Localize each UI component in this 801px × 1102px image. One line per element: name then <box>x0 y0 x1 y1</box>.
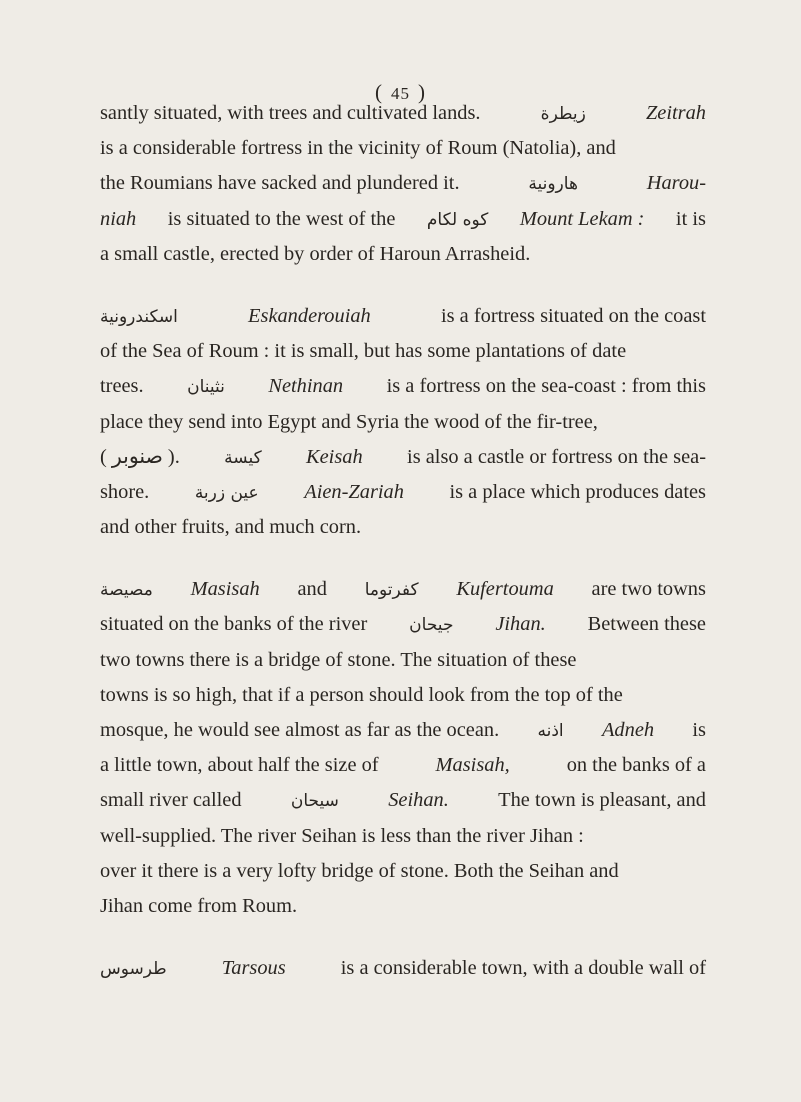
arabic-term: طرسوس <box>100 959 167 980</box>
text-line <box>100 643 706 678</box>
text-run: is a fortress on the sea-coast : from this <box>386 375 706 398</box>
arabic-term: عين زربة <box>194 482 259 503</box>
text-run: is a place which produces dates <box>449 480 706 503</box>
text-line <box>100 96 706 131</box>
arabic-term: كيسة <box>224 447 262 468</box>
italic-term: Aien-Zariah <box>304 480 404 503</box>
arabic-term: مصيصة <box>100 580 153 601</box>
text-line <box>100 854 706 889</box>
italic-term: niah <box>100 207 137 230</box>
text-line <box>100 202 706 237</box>
text-run: towns is so high, that if a person should look from the top of the <box>100 683 623 706</box>
italic-term: Zeitrah <box>645 102 706 124</box>
text-run: of the Sea of Roum : it is small, but has some plantations of date <box>100 340 627 363</box>
text-run: place they send into Egypt and Syria the wood of the fir-tree, <box>100 410 598 433</box>
text-line <box>100 819 706 854</box>
paragraph-spacer <box>100 272 706 299</box>
text-line <box>100 748 706 783</box>
text-line <box>100 440 706 475</box>
text-run: shore. <box>100 480 150 503</box>
arabic-term: اذنه <box>537 721 564 741</box>
paragraph-spacer <box>100 924 706 951</box>
text-line <box>100 678 706 713</box>
arabic-term: سيحان <box>290 791 339 812</box>
text-line <box>100 166 706 201</box>
italic-term: Seihan. <box>388 789 449 812</box>
paragraph <box>100 951 706 986</box>
text-run: mosque, he would see almost as far as the ocean. <box>100 719 500 741</box>
arabic-term: كوه لكام <box>426 209 489 230</box>
arabic-term: زيطرة <box>540 104 586 124</box>
text-run: two towns there is a bridge of stone. The situation of these <box>100 648 577 671</box>
text-run: on the banks of a <box>566 754 706 777</box>
text-run: a small castle, erected by order of Haroun Arrasheid. <box>100 242 531 265</box>
text-run: The town is pleasant, and <box>498 789 706 812</box>
text-run: situated on the banks of the river <box>100 613 368 636</box>
text-run: the Roumians have sacked and plundered it. <box>100 172 460 195</box>
text-run: is <box>692 719 706 741</box>
text-line <box>100 510 706 545</box>
text-line <box>100 713 706 748</box>
text-line <box>100 607 706 642</box>
text-line <box>100 299 706 334</box>
paragraph-spacer <box>100 545 706 572</box>
text-run: Jihan come from Roum. <box>100 894 298 917</box>
page-number-value: 45 <box>391 84 410 103</box>
arabic-term: اسكندرونية <box>100 306 178 327</box>
italic-term: Masisah <box>190 578 260 601</box>
text-run: is a fortress situated on the coast <box>440 304 706 327</box>
text-line <box>100 334 706 369</box>
arabic-term: كفرتوما <box>364 580 419 601</box>
body-text <box>100 96 706 986</box>
text-line <box>100 405 706 440</box>
italic-term: Keisah <box>306 445 363 468</box>
text-run: and other fruits, and much corn. <box>100 516 362 539</box>
text-line <box>100 369 706 404</box>
page-number-close: ) <box>418 80 426 104</box>
text-run: ( صنوبر ). <box>100 445 180 468</box>
italic-term: Adneh <box>601 719 655 741</box>
text-run: well-supplied. The river Seihan is less than the river Jihan : <box>100 824 584 847</box>
page-number-open: ( <box>375 80 383 104</box>
text-run: santly situated, with trees and cultivated lands. <box>100 102 481 124</box>
text-run: are two towns <box>591 578 706 601</box>
text-run: trees. <box>100 375 144 398</box>
italic-term: Harou- <box>646 172 706 195</box>
text-run: Between these <box>587 613 706 636</box>
text-run: small river called <box>100 789 242 812</box>
italic-term: Tarsous <box>221 957 286 980</box>
italic-term: Masisah, <box>435 754 510 777</box>
paragraph <box>100 299 706 545</box>
italic-term: Kufertouma <box>456 578 554 601</box>
text-line <box>100 889 706 924</box>
text-line <box>100 237 706 272</box>
italic-term: Mount Lekam : <box>519 207 645 230</box>
paragraph <box>100 96 706 272</box>
paragraph <box>100 572 706 924</box>
text-line <box>100 131 706 166</box>
text-line <box>100 783 706 818</box>
text-run: over it there is a very lofty bridge of stone. Both the Seihan and <box>100 859 619 882</box>
arabic-term: هارونية <box>528 174 578 195</box>
italic-term: Jihan. <box>495 613 546 636</box>
italic-term: Nethinan <box>268 375 344 398</box>
text-line <box>100 475 706 510</box>
text-run: is also a castle or fortress on the sea- <box>407 445 706 468</box>
text-run: is a considerable town, with a double wall of <box>340 957 706 980</box>
text-run: it is <box>675 207 706 230</box>
text-run: a little town, about half the size of <box>100 754 379 777</box>
text-run: is a considerable fortress in the vicinity of Roum (Natolia), and <box>100 137 616 160</box>
text-line <box>100 572 706 607</box>
italic-term: Eskanderouiah <box>248 304 371 327</box>
text-run: is situated to the west of the <box>167 207 396 230</box>
text-run: and <box>297 578 327 601</box>
arabic-term: جيحان <box>409 615 454 636</box>
text-line <box>100 951 706 986</box>
arabic-term: نثينان <box>187 377 225 398</box>
